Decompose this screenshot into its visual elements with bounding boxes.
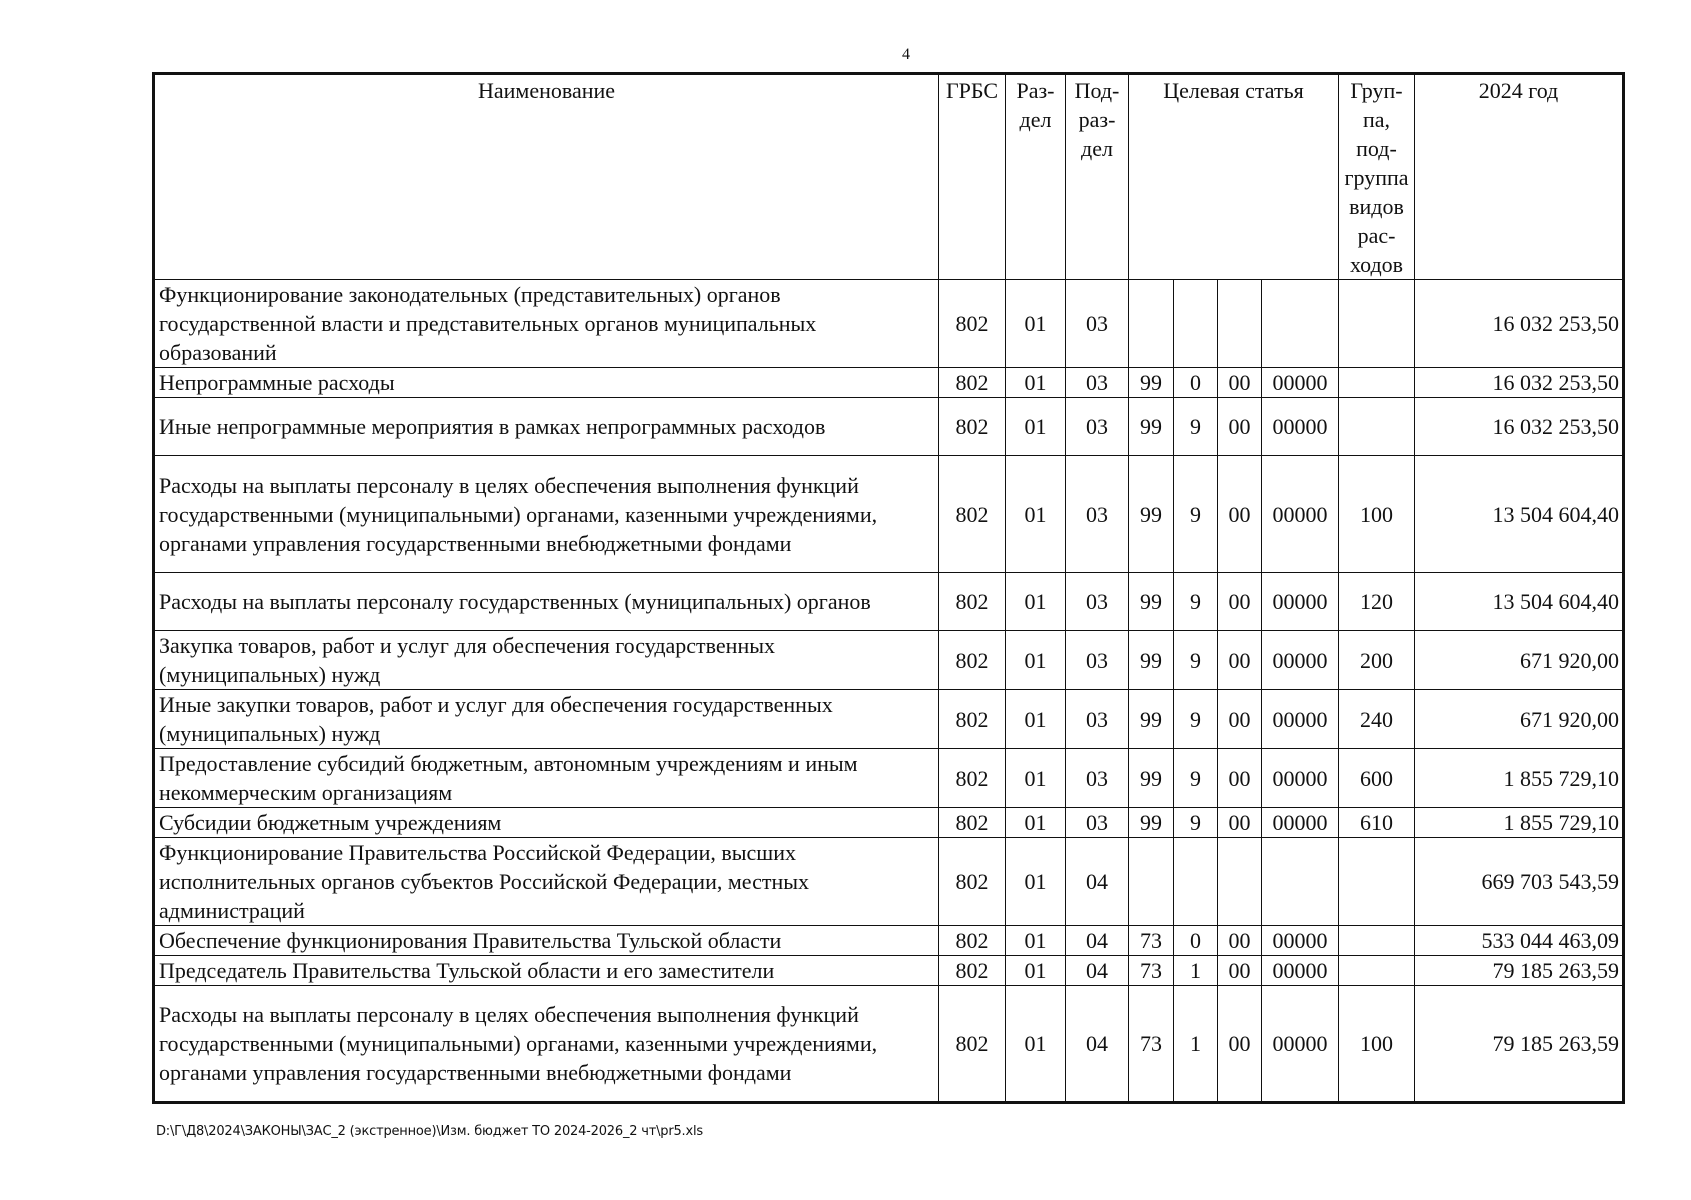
row-amount: 1 855 729,10 bbox=[1415, 808, 1624, 838]
row-target-subprogram bbox=[1174, 838, 1218, 926]
table-row bbox=[154, 690, 1624, 749]
table-row bbox=[154, 631, 1624, 690]
row-name: Функционирование законодательных (представительных) органов государственной власти и представительных органов муниципальных образований bbox=[154, 280, 939, 368]
row-target-direction: 00000 bbox=[1262, 368, 1339, 398]
row-target-program: 99 bbox=[1129, 808, 1174, 838]
row-razdel: 01 bbox=[1006, 280, 1066, 368]
row-target-subprogram: 9 bbox=[1174, 456, 1218, 573]
row-amount: 13 504 604,40 bbox=[1415, 573, 1624, 631]
row-amount: 671 920,00 bbox=[1415, 690, 1624, 749]
row-amount: 669 703 543,59 bbox=[1415, 838, 1624, 926]
row-name: Расходы на выплаты персоналу государственных (муниципальных) органов bbox=[154, 573, 939, 631]
row-target-subprogram: 9 bbox=[1174, 690, 1218, 749]
row-razdel: 01 bbox=[1006, 986, 1066, 1103]
header-podrazdel: Под- раз- дел bbox=[1066, 74, 1129, 280]
table-row bbox=[154, 280, 1624, 368]
row-podrazdel: 03 bbox=[1066, 280, 1129, 368]
table-row bbox=[154, 838, 1624, 926]
row-amount: 533 044 463,09 bbox=[1415, 926, 1624, 956]
row-target-subprogram: 9 bbox=[1174, 808, 1218, 838]
row-name: Субсидии бюджетным учреждениям bbox=[154, 808, 939, 838]
row-target-program: 99 bbox=[1129, 690, 1174, 749]
row-podrazdel: 03 bbox=[1066, 368, 1129, 398]
row-target-direction: 00000 bbox=[1262, 573, 1339, 631]
row-grbs: 802 bbox=[939, 398, 1006, 456]
row-razdel: 01 bbox=[1006, 749, 1066, 808]
row-razdel: 01 bbox=[1006, 808, 1066, 838]
row-grbs: 802 bbox=[939, 280, 1006, 368]
table-row bbox=[154, 926, 1624, 956]
header-razdel: Раз- дел bbox=[1006, 74, 1066, 280]
row-target-program: 73 bbox=[1129, 986, 1174, 1103]
row-podrazdel: 04 bbox=[1066, 986, 1129, 1103]
row-expense-group: 200 bbox=[1339, 631, 1415, 690]
row-name: Расходы на выплаты персоналу в целях обеспечения выполнения функций государственными (муниципальными) органами, казенными учреждениями, органами управления государственными внебюджетными фондами bbox=[154, 456, 939, 573]
row-target-main-event: 00 bbox=[1218, 986, 1262, 1103]
row-expense-group: 240 bbox=[1339, 690, 1415, 749]
row-razdel: 01 bbox=[1006, 690, 1066, 749]
row-target-main-event: 00 bbox=[1218, 808, 1262, 838]
row-grbs: 802 bbox=[939, 956, 1006, 986]
row-target-main-event: 00 bbox=[1218, 368, 1262, 398]
page-number: 4 bbox=[902, 46, 910, 63]
row-podrazdel: 03 bbox=[1066, 631, 1129, 690]
row-name: Непрограммные расходы bbox=[154, 368, 939, 398]
row-target-subprogram: 1 bbox=[1174, 956, 1218, 986]
row-razdel: 01 bbox=[1006, 838, 1066, 926]
table-row bbox=[154, 398, 1624, 456]
row-target-main-event: 00 bbox=[1218, 956, 1262, 986]
row-podrazdel: 03 bbox=[1066, 456, 1129, 573]
table-row bbox=[154, 749, 1624, 808]
row-target-direction: 00000 bbox=[1262, 398, 1339, 456]
row-target-main-event: 00 bbox=[1218, 749, 1262, 808]
row-target-main-event bbox=[1218, 838, 1262, 926]
row-expense-group bbox=[1339, 956, 1415, 986]
row-target-direction bbox=[1262, 280, 1339, 368]
row-target-main-event bbox=[1218, 280, 1262, 368]
header-target: Целевая статья bbox=[1129, 74, 1339, 280]
row-target-program: 99 bbox=[1129, 749, 1174, 808]
budget-table bbox=[152, 72, 1625, 1104]
row-target-program: 99 bbox=[1129, 398, 1174, 456]
row-amount: 13 504 604,40 bbox=[1415, 456, 1624, 573]
row-expense-group bbox=[1339, 838, 1415, 926]
row-podrazdel: 04 bbox=[1066, 956, 1129, 986]
row-target-direction: 00000 bbox=[1262, 956, 1339, 986]
row-target-subprogram: 9 bbox=[1174, 631, 1218, 690]
row-target-subprogram: 9 bbox=[1174, 398, 1218, 456]
row-podrazdel: 03 bbox=[1066, 808, 1129, 838]
header-row bbox=[154, 74, 1624, 280]
row-target-main-event: 00 bbox=[1218, 631, 1262, 690]
row-expense-group bbox=[1339, 926, 1415, 956]
row-amount: 79 185 263,59 bbox=[1415, 956, 1624, 986]
row-grbs: 802 bbox=[939, 690, 1006, 749]
row-razdel: 01 bbox=[1006, 926, 1066, 956]
row-grbs: 802 bbox=[939, 808, 1006, 838]
row-amount: 671 920,00 bbox=[1415, 631, 1624, 690]
row-target-program: 99 bbox=[1129, 573, 1174, 631]
row-name: Иные непрограммные мероприятия в рамках непрограммных расходов bbox=[154, 398, 939, 456]
row-name: Расходы на выплаты персоналу в целях обеспечения выполнения функций государственными (муниципальными) органами, казенными учреждениями, органами управления государственными внебюджетными фондами bbox=[154, 986, 939, 1103]
table-row bbox=[154, 456, 1624, 573]
row-target-program: 73 bbox=[1129, 926, 1174, 956]
row-amount: 16 032 253,50 bbox=[1415, 280, 1624, 368]
row-target-program: 99 bbox=[1129, 368, 1174, 398]
row-podrazdel: 03 bbox=[1066, 690, 1129, 749]
row-target-program: 99 bbox=[1129, 631, 1174, 690]
row-expense-group: 100 bbox=[1339, 986, 1415, 1103]
row-podrazdel: 03 bbox=[1066, 749, 1129, 808]
row-razdel: 01 bbox=[1006, 368, 1066, 398]
row-target-direction bbox=[1262, 838, 1339, 926]
table-row bbox=[154, 573, 1624, 631]
row-target-program: 99 bbox=[1129, 456, 1174, 573]
row-grbs: 802 bbox=[939, 838, 1006, 926]
row-expense-group bbox=[1339, 398, 1415, 456]
row-grbs: 802 bbox=[939, 456, 1006, 573]
row-name: Председатель Правительства Тульской области и его заместители bbox=[154, 956, 939, 986]
row-name: Предоставление субсидий бюджетным, автономным учреждениям и иным некоммерческим организациям bbox=[154, 749, 939, 808]
table-row bbox=[154, 986, 1624, 1103]
row-grbs: 802 bbox=[939, 573, 1006, 631]
row-expense-group: 100 bbox=[1339, 456, 1415, 573]
row-target-main-event: 00 bbox=[1218, 926, 1262, 956]
row-target-subprogram bbox=[1174, 280, 1218, 368]
row-expense-group bbox=[1339, 280, 1415, 368]
row-target-direction: 00000 bbox=[1262, 456, 1339, 573]
row-name: Функционирование Правительства Российской Федерации, высших исполнительных органов субъектов Российской Федерации, местных администраций bbox=[154, 838, 939, 926]
row-target-program bbox=[1129, 280, 1174, 368]
row-target-main-event: 00 bbox=[1218, 573, 1262, 631]
row-razdel: 01 bbox=[1006, 398, 1066, 456]
row-razdel: 01 bbox=[1006, 956, 1066, 986]
header-name: Наименование bbox=[154, 74, 939, 280]
row-target-subprogram: 9 bbox=[1174, 749, 1218, 808]
row-name: Закупка товаров, работ и услуг для обеспечения государственных (муниципальных) нужд bbox=[154, 631, 939, 690]
row-target-main-event: 00 bbox=[1218, 398, 1262, 456]
row-target-main-event: 00 bbox=[1218, 690, 1262, 749]
row-target-program bbox=[1129, 838, 1174, 926]
row-expense-group: 120 bbox=[1339, 573, 1415, 631]
row-name: Обеспечение функционирования Правительства Тульской области bbox=[154, 926, 939, 956]
row-target-direction: 00000 bbox=[1262, 926, 1339, 956]
row-expense-group bbox=[1339, 368, 1415, 398]
row-podrazdel: 03 bbox=[1066, 398, 1129, 456]
row-target-direction: 00000 bbox=[1262, 749, 1339, 808]
row-expense-group: 600 bbox=[1339, 749, 1415, 808]
footer-file-path: D:\Г\Д8\2024\ЗАКОНЫ\ЗАС_2 (экстренное)\Изм. бюджет ТО 2024-2026_2 чт\pr5.xls bbox=[156, 1124, 703, 1139]
row-podrazdel: 04 bbox=[1066, 926, 1129, 956]
table-row bbox=[154, 368, 1624, 398]
row-target-main-event: 00 bbox=[1218, 456, 1262, 573]
row-target-direction: 00000 bbox=[1262, 986, 1339, 1103]
header-year: 2024 год bbox=[1415, 74, 1624, 280]
row-razdel: 01 bbox=[1006, 631, 1066, 690]
row-podrazdel: 03 bbox=[1066, 573, 1129, 631]
row-target-program: 73 bbox=[1129, 956, 1174, 986]
row-expense-group: 610 bbox=[1339, 808, 1415, 838]
row-target-subprogram: 9 bbox=[1174, 573, 1218, 631]
table-row bbox=[154, 956, 1624, 986]
row-target-subprogram: 0 bbox=[1174, 368, 1218, 398]
row-razdel: 01 bbox=[1006, 456, 1066, 573]
row-amount: 79 185 263,59 bbox=[1415, 986, 1624, 1103]
row-razdel: 01 bbox=[1006, 573, 1066, 631]
row-target-direction: 00000 bbox=[1262, 631, 1339, 690]
row-grbs: 802 bbox=[939, 368, 1006, 398]
header-group: Груп- па, под- группа видов рас- ходов bbox=[1339, 74, 1415, 280]
row-podrazdel: 04 bbox=[1066, 838, 1129, 926]
row-amount: 16 032 253,50 bbox=[1415, 398, 1624, 456]
header-grbs: ГРБС bbox=[939, 74, 1006, 280]
row-target-direction: 00000 bbox=[1262, 690, 1339, 749]
row-target-direction: 00000 bbox=[1262, 808, 1339, 838]
table-row bbox=[154, 808, 1624, 838]
row-grbs: 802 bbox=[939, 926, 1006, 956]
row-grbs: 802 bbox=[939, 986, 1006, 1103]
row-grbs: 802 bbox=[939, 749, 1006, 808]
row-target-subprogram: 1 bbox=[1174, 986, 1218, 1103]
row-amount: 16 032 253,50 bbox=[1415, 368, 1624, 398]
row-name: Иные закупки товаров, работ и услуг для обеспечения государственных (муниципальных) нужд bbox=[154, 690, 939, 749]
row-grbs: 802 bbox=[939, 631, 1006, 690]
row-amount: 1 855 729,10 bbox=[1415, 749, 1624, 808]
row-target-subprogram: 0 bbox=[1174, 926, 1218, 956]
